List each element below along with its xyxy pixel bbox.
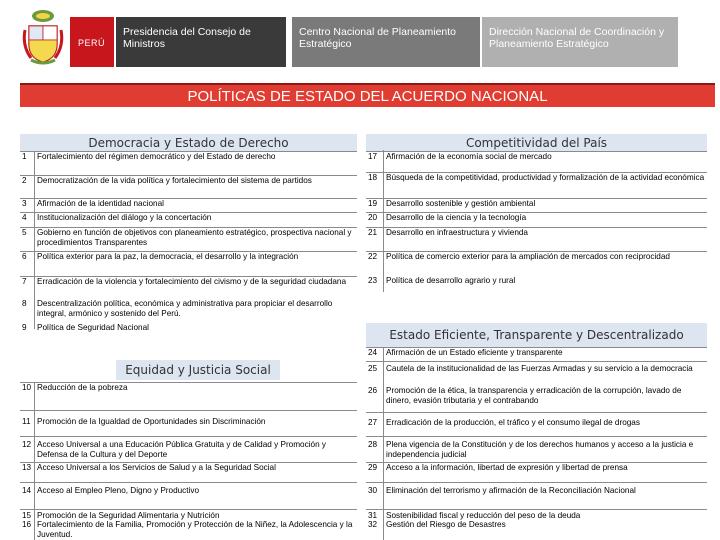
policy-number: 10 [22,383,32,392]
policy-row [20,436,357,462]
policy-text: Política de comercio exterior para la ampliación de mercados con reciprocidad [386,252,670,261]
policy-text: Institucionalización del diálogo y la concertación [37,213,212,222]
coat-of-arms-icon [22,6,64,68]
policy-number: 29 [368,463,378,472]
policy-number: 9 [22,323,27,332]
pcm-label: Presidencia del Consejo de Ministros [116,17,286,67]
policy-text: Democratización de la vida política y fortalecimiento del sistema de partidos [37,176,312,185]
policy-number: 25 [368,364,378,373]
policy-text: Política de Seguridad Nacional [37,323,149,332]
policy-number: 13 [22,463,32,472]
policy-row [366,198,707,213]
policy-number: 19 [368,199,378,208]
policy-row [366,172,707,199]
policy-text: Fortalecimiento de la Familia, Promoción y Protección de la Niñez, la Adolescencia y la Juventud. [37,520,353,539]
policy-number: 3 [22,199,27,208]
policy-row [20,251,357,277]
policy-row [366,347,707,362]
policy-number: 17 [368,152,378,161]
policy-number: 27 [368,418,378,427]
policy-number: 28 [368,440,378,449]
policy-text: Reducción de la pobreza [37,383,128,392]
policy-number: 1 [22,152,27,161]
policy-number: 11 [22,417,31,426]
policy-text: Búsqueda de la competitividad, productividad y formalización de la actividad económica [386,173,705,182]
policy-text: Fortalecimiento del régimen democrático y del Estado de derecho [37,152,276,161]
policy-number: 2 [22,176,27,185]
policy-number: 14 [22,486,32,495]
section-title-competitividad: Competitividad del País [366,134,707,151]
policy-row [20,382,357,411]
policy-number: 23 [368,276,378,285]
policy-row [20,323,357,337]
policy-text: Promoción de la ética, la transparencia y erradicación de la corrupción, lavado de dinero, evasión tributaria y el contrabando [386,386,682,405]
direction-label: Dirección Nacional de Coordinación y Planeamiento Estratégico [482,17,678,67]
policy-number: 20 [368,213,378,222]
policy-text: Cautela de la institucionalidad de las Fuerzas Armadas y su servicio a la democracia [386,364,693,373]
policy-text: Afirmación de la identidad nacional [37,199,164,208]
policy-text: Desarrollo en infraestructura y vivienda [386,228,528,237]
policy-text: Acceso al Empleo Pleno, Digno y Productivo [37,486,200,495]
policy-row [366,412,707,436]
policy-row [20,198,357,213]
policy-number: 15 [22,511,32,520]
policy-text: Acceso Universal a los Servicios de Salud y a la Seguridad Social [37,463,276,472]
policy-number: 22 [368,252,378,261]
policy-text: Plena vigencia de la Constitución y de los derechos humanos y acceso a la justicia e independencia judicial [386,440,694,459]
policy-text: Gestión del Riesgo de Desastres [386,520,506,529]
policy-number: 32 [368,520,378,529]
policy-number: 5 [22,228,27,237]
policy-row [366,386,707,412]
policy-text: Acceso Universal a una Educación Pública Gratuita y de Calidad y Promoción y Defensa de la Cultura y del Deporte [37,440,326,459]
policy-number: 26 [368,386,378,395]
policy-row [366,151,707,173]
header [0,0,720,78]
policy-text: Desarrollo sostenible y gestión ambiental [386,199,536,208]
policy-number: 12 [22,440,32,449]
policy-text: Promoción de la Igualdad de Oportunidades sin Discriminación [37,417,266,426]
policy-text: Afirmación de la economía social de mercado [386,152,552,161]
policy-text: Promoción de la Seguridad Alimentaria y Nutrición [37,511,220,520]
policy-text: Descentralización política, económica y administrativa para propiciar el desarrollo integral, armónico y sostenido del Perú. [37,299,333,318]
policy-row [366,212,707,228]
policy-text: Erradicación de la producción, el tráfico y el consumo ilegal de drogas [386,418,640,427]
policy-text: Erradicación de la violencia y fortalecimiento del civismo y de la seguridad ciudadana [37,277,347,286]
policy-row [20,175,357,199]
ceplan-label: Centro Nacional de Planeamiento Estratégico [292,17,480,67]
policy-number: 18 [368,173,378,182]
left-column [20,134,357,540]
section-title-democracia: Democracia y Estado de Derecho [20,134,357,151]
policy-text: Política exterior para la paz, la democracia, el desarrollo y la integración [37,252,299,261]
policy-row [20,212,357,228]
policy-row [20,410,357,436]
policy-row [20,299,357,323]
policy-row [366,227,707,252]
right-column [366,134,707,540]
policy-number: 6 [22,252,27,261]
policy-row [366,462,707,483]
section-title-equidad: Equidad y Justicia Social [116,360,280,380]
policy-row [366,436,707,462]
policy-row [366,361,707,386]
policy-row [20,276,357,300]
policy-text: Política de desarrollo agrario y rural [386,276,516,285]
policy-row [20,520,357,540]
policy-number: 4 [22,213,27,222]
policy-row [20,151,357,176]
policy-number: 16 [22,520,32,529]
policy-number: 7 [22,277,27,286]
policy-text: Acceso a la información, libertad de expresión y libertad de prensa [386,463,628,472]
policy-number: 30 [368,486,378,495]
policy-number: 24 [368,348,378,357]
policy-row [366,520,707,540]
policy-number: 31 [368,511,378,520]
policy-row [20,462,357,483]
policy-text: Afirmación de un Estado eficiente y transparente [386,348,563,357]
policy-row [20,227,357,252]
page-title: POLÍTICAS DE ESTADO DEL ACUERDO NACIONAL [20,83,715,107]
policy-text: Sostenibilidad fiscal y reducción del peso de la deuda [386,511,581,520]
policy-row [366,251,707,277]
policy-text: Gobierno en función de objetivos con planeamiento estratégico, prospectiva nacional y procedimientos Transparentes [37,228,352,247]
policy-number: 8 [22,299,27,308]
policy-row [20,482,357,509]
policy-row [366,276,707,292]
section-title-estado: Estado Eficiente, Transparente y Descentralizado [366,323,707,347]
policy-text: Desarrollo de la ciencia y la tecnología [386,213,527,222]
peru-label: PERÚ [70,17,114,67]
policy-number: 21 [368,228,378,237]
policy-text: Eliminación del terrorismo y afirmación de la Reconciliación Nacional [386,486,636,495]
policy-row [366,482,707,509]
